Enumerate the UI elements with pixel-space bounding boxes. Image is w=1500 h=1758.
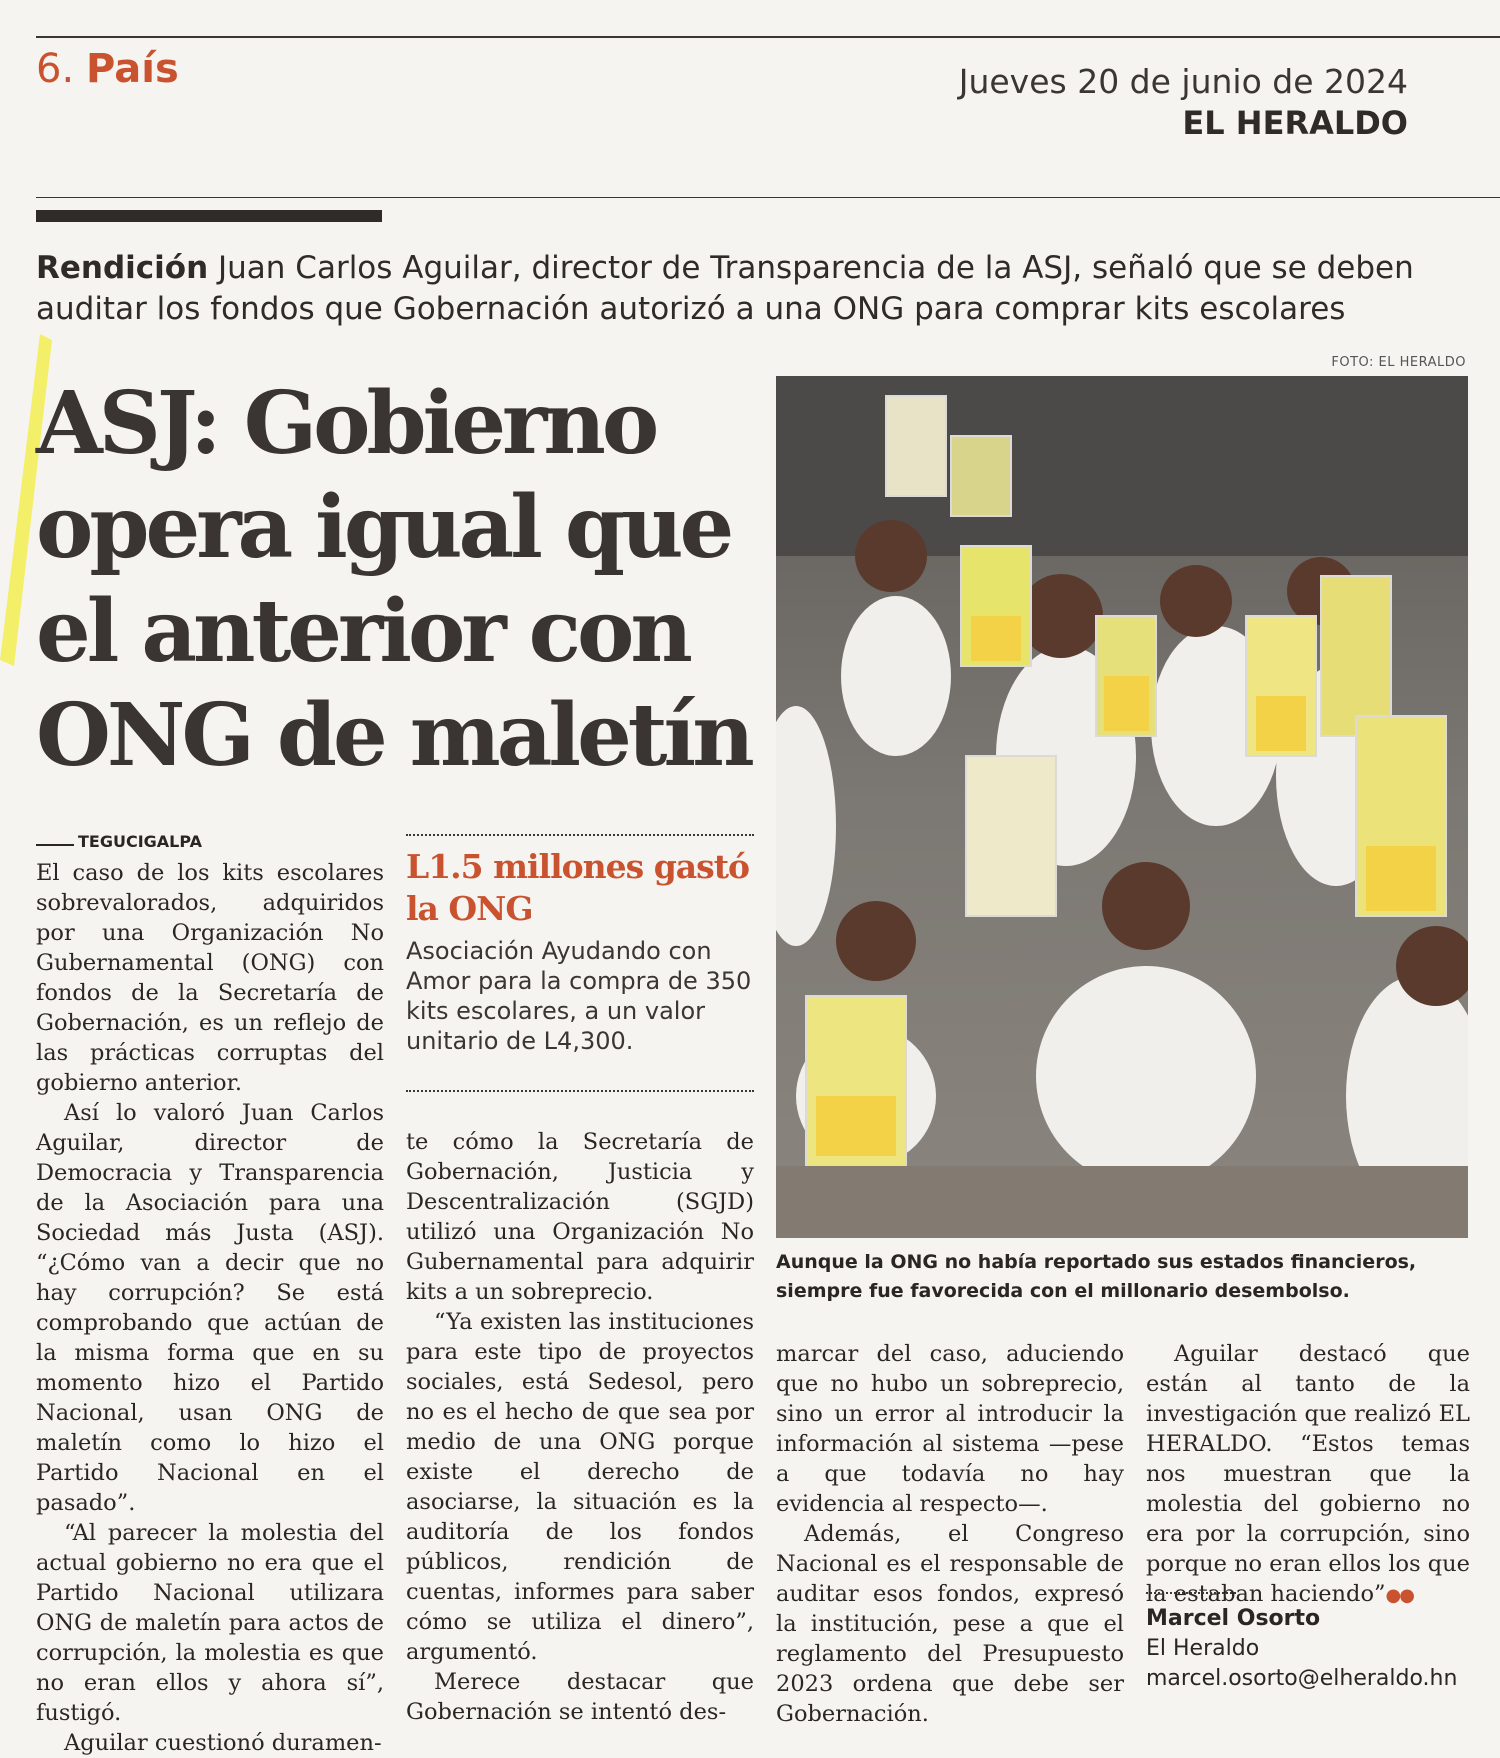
headline (36, 372, 756, 788)
article-column-4 (1146, 1339, 1470, 1611)
paragraph: “Ya existen las instituciones para este tipo de proyectos sociales, está Sedesol, pero no es el hecho de que sea por medio de una ONG porque existe el derecho de asociarse, la situación es la auditoría de los fondos públicos, rendición de cuentas, informes para saber cómo se utiliza el dinero”, argumentó. (406, 1309, 754, 1665)
paragraph: Merece destacar que Gobernación se intentó des- (406, 1669, 754, 1725)
photo-illustration (776, 376, 1468, 1238)
author-org: El Heraldo (1146, 1636, 1260, 1661)
author-email[interactable]: marcel.osorto@elheraldo.hn (1146, 1666, 1458, 1691)
article-column-1 (36, 858, 384, 1758)
paragraph: marcar del caso, aduciendo que no hubo un sobreprecio, sino un error al introducir la información al sistema —pese a que todavía no hay evidencia al respecto—. (776, 1341, 1124, 1517)
paragraph: Aguilar cuestionó duramen- (64, 1730, 382, 1756)
page-number: 6. (36, 46, 75, 92)
paragraph (1146, 1339, 1470, 1611)
header-rule (36, 197, 1500, 198)
newspaper-name: EL HERALDO (1182, 104, 1408, 142)
paragraph-text: Aguilar destacó que están al tanto de la investigación que realizó EL HERALDO. “Estos temas nos muestran que la molestia del gobierno no era por la corrupción, sino porque no eran ellos los que la estaban haciendo” (1146, 1341, 1470, 1607)
photo-credit: FOTO: EL HERALDO (1331, 355, 1466, 370)
dateline-rule (36, 844, 74, 846)
kicker-text: Juan Carlos Aguilar, director de Transparencia de la ASJ, señaló que se deben auditar los fondos que Gobernación autorizó a una ONG para comprar kits escolares (36, 250, 1414, 327)
sidebox-top-rule (406, 834, 754, 836)
signature-rule (1146, 1592, 1236, 1594)
photo-caption: Aunque la ONG no había reportado sus estados financieros, siempre fue favorecida con el millonario desembolso. (776, 1251, 1417, 1302)
article-column-2 (406, 1127, 754, 1727)
paragraph: “Al parecer la molestia del actual gobierno no era que el Partido Nacional utilizara ONG de maletín para actos de corrupción, la molestia es que no eran ellos y ahora sí”, fustigó. (36, 1520, 384, 1726)
headline-line: ASJ: Gobierno (36, 373, 656, 474)
top-rule (36, 36, 1500, 38)
headline-line: ONG de maletín (36, 685, 751, 786)
article-column-3 (776, 1339, 1124, 1729)
paragraph: te cómo la Secretaría de Gobernación, Justicia y Descentralización (SGJD) utilizó una Organización No Gubernamental para adquirir kits a un sobreprecio. (406, 1129, 754, 1305)
dateline: TEGUCIGALPA (78, 832, 203, 851)
sidebox-bottom-rule (406, 1090, 754, 1092)
paragraph: Además, el Congreso Nacional es el responsable de auditar esos fondos, expresó la institución, pese a que el reglamento del Presupuesto 2023 ordena que debe ser Gobernación. (776, 1521, 1124, 1727)
sidebox-text: Asociación Ayudando con Amor para la compra de 350 kits escolares, a un valor unitario de L4,300. (406, 937, 752, 1055)
kicker-label: Rendición (36, 250, 209, 286)
headline-line: el anterior con (36, 581, 689, 682)
kicker (36, 248, 1466, 330)
sidebox-title: L1.5 millones gastó la ONG (406, 847, 749, 928)
author-name: Marcel Osorto (1146, 1606, 1321, 1631)
paragraph: Así lo valoró Juan Carlos Aguilar, director de Democracia y Transparencia de la Asociación para una Sociedad más Justa (ASJ). “¿Cómo van a decir que no hay corrupción? Se está comprobando que actúan de la misma forma que en su momento hizo el Partido Nacional, usan ONG de maletín como lo hizo el Partido Nacional en el pasado”. (36, 1100, 384, 1516)
section-bar (36, 210, 382, 222)
paragraph: El caso de los kits escolares sobrevalorados, adquiridos por una Organización No Gubernamental (ONG) con fondos de la Secretaría de Gobernación, es un reflejo de las prácticas corruptas del gobierno anterior. (36, 860, 384, 1096)
headline-line: opera igual que (36, 477, 731, 578)
section-name: País (86, 46, 179, 92)
news-photo (776, 376, 1468, 1238)
end-mark: ●● (1385, 1585, 1413, 1606)
issue-date: Jueves 20 de junio de 2024 (958, 62, 1408, 101)
